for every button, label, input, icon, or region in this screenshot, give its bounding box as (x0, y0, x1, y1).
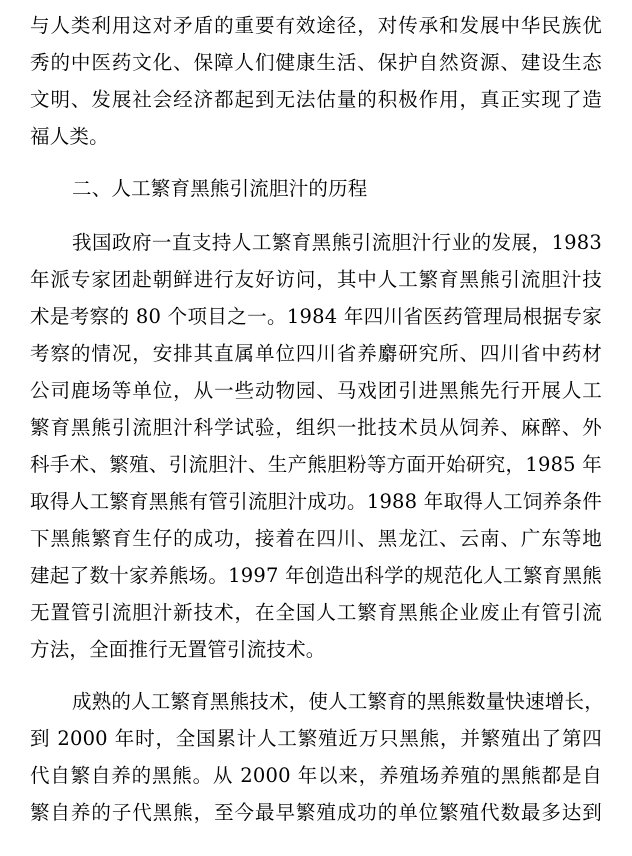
text-line: 建起了数十家养熊场。1997 年创造出科学的规范化人工繁育黑熊 (30, 564, 602, 587)
text-line: 取得人工繁育黑熊有管引流胆汁成功。1988 年取得人工饲养条件 (30, 490, 602, 513)
text-line: 繁育黑熊引流胆汁科学试验，组织一批技术员从饲养、麻醉、外 (30, 416, 602, 439)
text-line: 代自繁自养的黑熊。从 2000 年以来，养殖场养殖的黑熊都是自 (30, 764, 602, 787)
text-line: 繁自养的子代黑熊，至今最早繁殖成功的单位繁殖代数最多达到 (30, 801, 602, 824)
text-line: 公司鹿场等单位，从一些动物园、马戏团引进黑熊先行开展人工 (30, 379, 602, 402)
text-line: 无置管引流胆汁新技术，在全国人工繁育黑熊企业废止有管引流 (30, 601, 602, 624)
text-line: 方法，全面推行无置管引流技术。 (30, 638, 326, 661)
text-line: 福人类。 (30, 125, 109, 148)
text-line: 与人类利用这对矛盾的重要有效途径，对传承和发展中华民族优 (30, 14, 602, 37)
text-line: 考察的情况，安排其直属单位四川省养麝研究所、四川省中药材 (30, 342, 602, 365)
text-line: 文明、发展社会经济都起到无法估量的积极作用，真正实现了造 (30, 88, 602, 111)
text-line: 科手术、繁殖、引流胆汁、生产熊胆粉等方面开始研究，1985 年 (30, 453, 602, 476)
text-line: 到 2000 年时，全国累计人工繁殖近万只黑熊，并繁殖出了第四 (30, 727, 602, 750)
section-heading: 二、人工繁育黑熊引流胆汁的历程 (72, 177, 368, 200)
text-line: 秀的中医药文化、保障人们健康生活、保护自然资源、建设生态 (30, 51, 602, 74)
text-line: 年派专家团赴朝鲜进行友好访问，其中人工繁育黑熊引流胆汁技 (30, 268, 602, 291)
text-line: 下黑熊繁育生仔的成功，接着在四川、黑龙江、云南、广东等地 (30, 527, 602, 550)
text-line: 成熟的人工繁育黑熊技术，使人工繁育的黑熊数量快速增长， (72, 690, 604, 713)
text-line: 术是考察的 80 个项目之一。1984 年四川省医药管理局根据专家 (30, 305, 602, 328)
text-line: 我国政府一直支持人工繁育黑熊引流胆汁行业的发展，1983 (72, 231, 602, 254)
